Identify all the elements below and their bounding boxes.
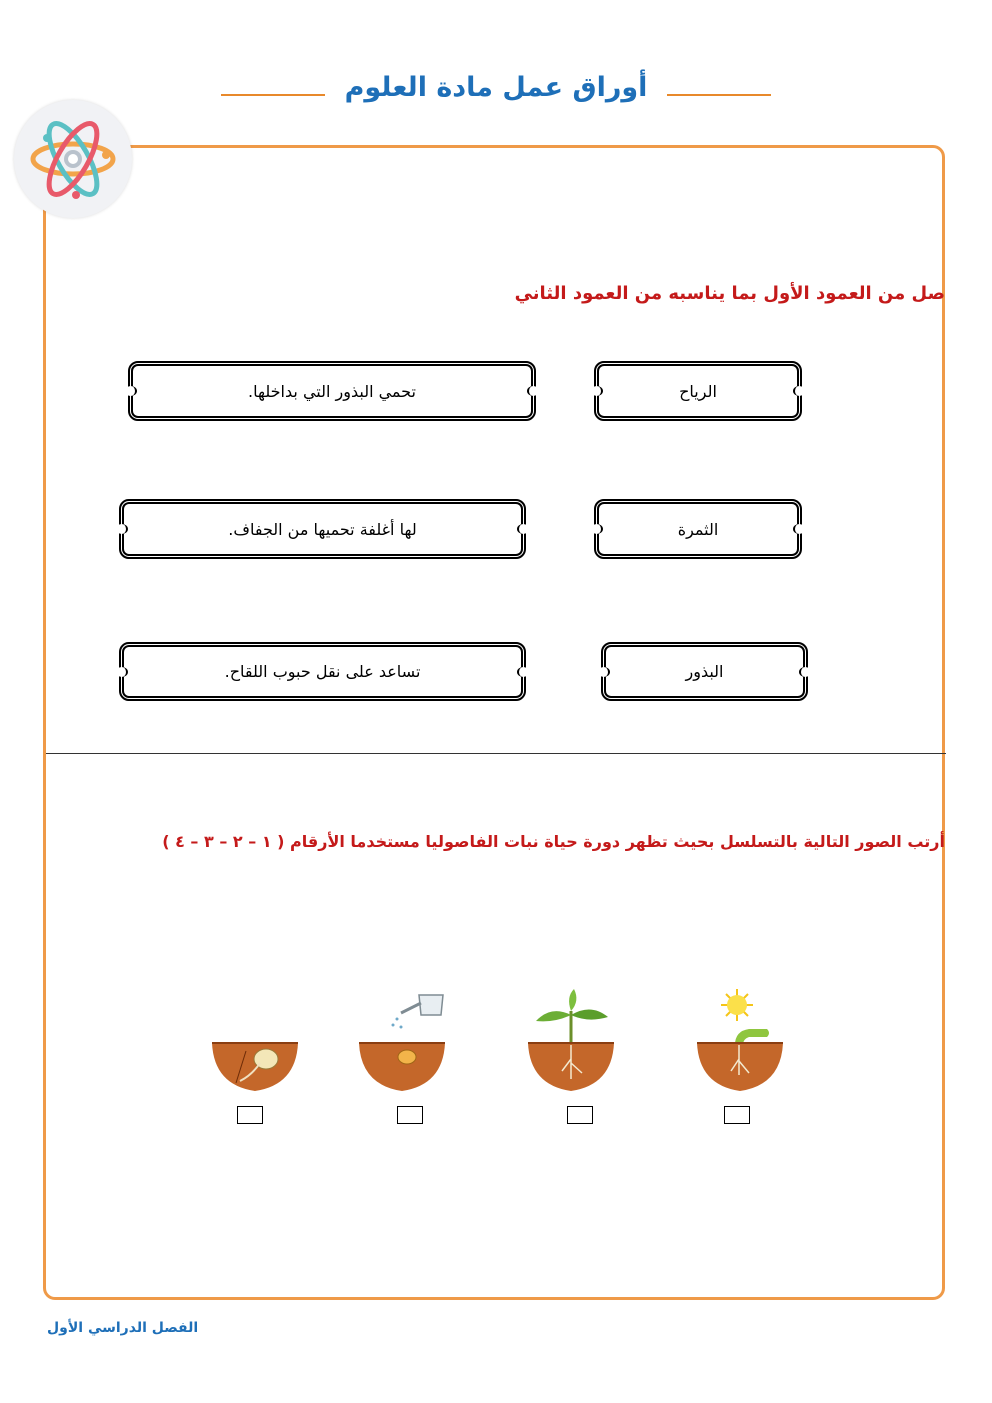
- order-checkbox-2[interactable]: [397, 1106, 423, 1124]
- question2-instruction: أرتب الصور التالية بالتسلسل بحيث تظهر دورة حياة نبات الفاصوليا مستخدما الأرقام ( ١ – ٢ – ٣ – ٤ ): [162, 832, 945, 851]
- match-term-2[interactable]: الثمرة: [594, 499, 802, 559]
- match-term-3[interactable]: البذور: [601, 642, 808, 701]
- header-rule-right: [221, 94, 325, 96]
- semester-label: الفصل الدراسي الأول: [47, 1320, 199, 1336]
- order-checkbox-3[interactable]: [567, 1106, 593, 1124]
- match-definition-2[interactable]: لها أغلفة تحميها من الجفاف.: [119, 499, 526, 559]
- question1-instruction: صل من العمود الأول بما يناسبه من العمود الثاني: [514, 283, 945, 304]
- match-term-1[interactable]: الرياح: [594, 361, 802, 421]
- seedling-sun-image: [695, 975, 785, 1100]
- young-plant-image: [526, 975, 616, 1100]
- science-atom-icon: [14, 100, 132, 218]
- order-checkbox-4[interactable]: [724, 1106, 750, 1124]
- seed-sprouting-image: [210, 975, 300, 1100]
- page-header: [0, 72, 992, 103]
- match-definition-1[interactable]: تحمي البذور التي بداخلها.: [128, 361, 536, 421]
- header-rule-left: [667, 94, 771, 96]
- worksheet-frame: [43, 145, 945, 1300]
- page-title: أوراق عمل مادة العلوم: [344, 72, 648, 103]
- watering-seed-image: [357, 975, 447, 1100]
- match-definition-3[interactable]: تساعد على نقل حبوب اللقاح.: [119, 642, 526, 701]
- section-divider: [46, 753, 946, 754]
- order-checkbox-1[interactable]: [237, 1106, 263, 1124]
